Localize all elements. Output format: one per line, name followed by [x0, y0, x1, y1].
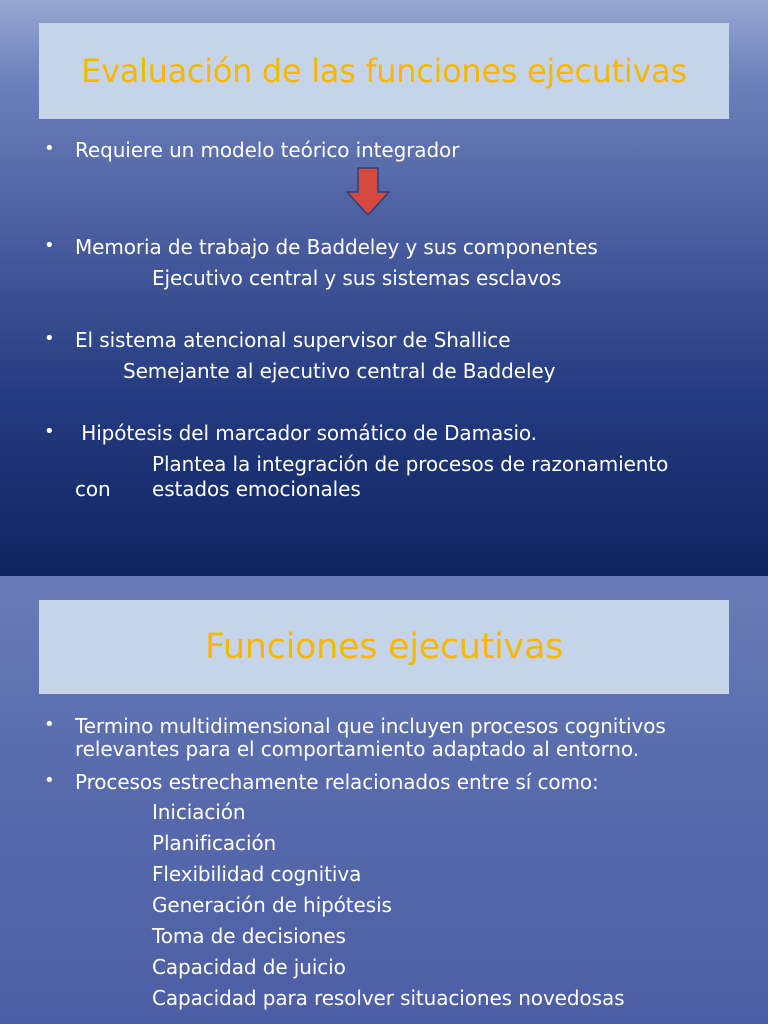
slide-1-item-3-sub: Semejante al ejecutivo central de Baddeley — [123, 359, 556, 383]
slide-1-item-2-sub: Ejecutivo central y sus sistemas esclavos — [152, 266, 562, 290]
bullet-icon: • — [44, 714, 55, 735]
slide-1-item-4-sub-prefix: con — [75, 477, 111, 501]
bullet-icon: • — [44, 421, 55, 442]
slide-2-title-box — [39, 600, 729, 694]
slide-1-title: Evaluación de las funciones ejecutivas — [81, 52, 687, 90]
slide-2-item-2: Procesos estrechamente relacionados entre sí como: — [75, 770, 599, 794]
slide-2-title: Funciones ejecutivas — [204, 627, 564, 667]
slide-2-item-1-line-2: relevantes para el comportamiento adaptado al entorno. — [75, 737, 639, 761]
slide-2 — [0, 576, 768, 1024]
down-arrow-icon — [346, 167, 390, 217]
slide-1-item-4-sub-2: estados emocionales — [152, 477, 361, 501]
slide-1-item-1: Requiere un modelo teórico integrador — [75, 138, 460, 162]
slide-1-item-3: El sistema atencional supervisor de Shallice — [75, 328, 511, 352]
bullet-icon: • — [44, 328, 55, 349]
slide-2-sub-item: Flexibilidad cognitiva — [152, 862, 362, 886]
slide-2-sub-item: Toma de decisiones — [152, 924, 346, 948]
bullet-icon: • — [44, 235, 55, 256]
slide-2-item-1-line-1: Termino multidimensional que incluyen procesos cognitivos — [75, 714, 666, 738]
slide-2-sub-item: Iniciación — [152, 800, 246, 824]
slide-2-sub-item: Capacidad para resolver situaciones novedosas — [152, 986, 625, 1010]
slide-1-item-2: Memoria de trabajo de Baddeley y sus componentes — [75, 235, 598, 259]
bullet-icon: • — [44, 138, 55, 159]
slide-1-title-box — [39, 23, 729, 119]
slide-2-sub-item: Planificación — [152, 831, 277, 855]
slide-2-sub-item: Generación de hipótesis — [152, 893, 392, 917]
slide-1-item-4: Hipótesis del marcador somático de Damasio. — [75, 421, 537, 445]
slide-1-item-4-sub-1: Plantea la integración de procesos de razonamiento — [152, 452, 669, 476]
slide-2-sub-item: Capacidad de juicio — [152, 955, 346, 979]
bullet-icon: • — [44, 770, 55, 791]
